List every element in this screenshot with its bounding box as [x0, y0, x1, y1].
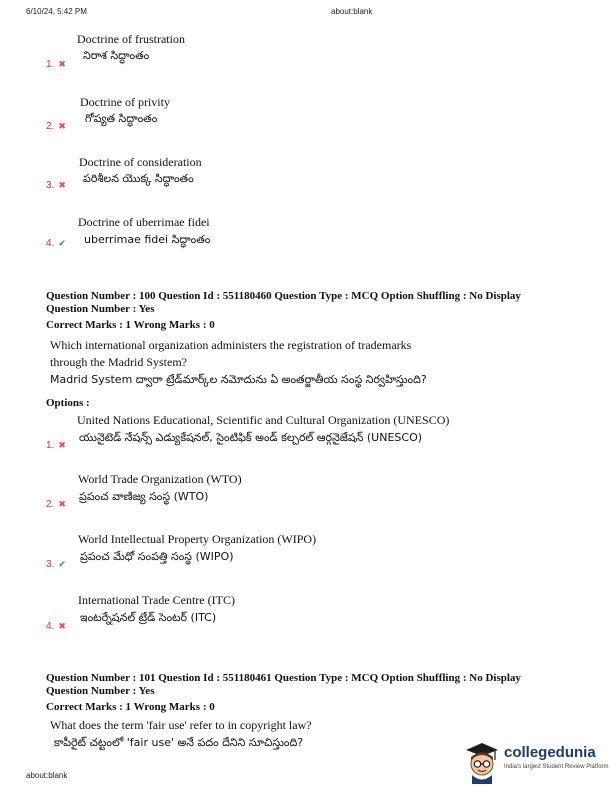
question-display: Question Number : Yes	[46, 685, 155, 697]
prev-option-4-marker: 4. ✔	[46, 238, 66, 249]
correct-icon: ✔	[58, 238, 66, 248]
question-marks: Correct Marks : 1 Wrong Marks : 0	[46, 319, 215, 331]
prev-option-4-te: uberrimae fidei సిద్ధాంతం	[84, 233, 211, 246]
option-4-marker: 4. ✖	[46, 621, 66, 632]
prev-option-4-en: Doctrine of uberrimae fidei	[78, 215, 210, 229]
prev-option-2-marker: 2. ✖	[46, 121, 66, 132]
option-1-marker: 1. ✖	[46, 440, 66, 451]
option-4-en: International Trade Centre (ITC)	[78, 593, 235, 607]
question-meta: Question Number : 101 Question Id : 551180461 Question Type : MCQ Option Shuffling : No Display	[46, 672, 521, 684]
collegedunia-logo	[462, 740, 610, 784]
option-1-en: United Nations Educational, Scientific and Cultural Organization (UNESCO)	[77, 413, 450, 427]
question-meta: Question Number : 100 Question Id : 551180460 Question Type : MCQ Option Shuffling : No Display	[46, 290, 521, 302]
option-2-en: World Trade Organization (WTO)	[78, 472, 242, 486]
option-2-te: ప్రపంచ వాణిజ్య సంస్థ (WTO)	[79, 490, 209, 503]
option-3-en: World Intellectual Property Organization (WIPO)	[78, 532, 317, 546]
question-display: Question Number : Yes	[46, 303, 155, 315]
option-3-te: ప్రపంచ మేధో సంపత్తి సంస్థ (WIPO)	[80, 550, 234, 563]
prev-option-1-en: Doctrine of frustration	[77, 32, 185, 46]
correct-icon: ✔	[58, 559, 66, 569]
wrong-icon: ✖	[58, 440, 66, 450]
prev-option-3-marker: 3. ✖	[46, 180, 66, 191]
prev-option-1-marker: 1. ✖	[46, 59, 66, 70]
prev-option-3-en: Doctrine of consideration	[79, 155, 202, 169]
wrong-icon: ✖	[58, 499, 66, 509]
wrong-icon: ✖	[58, 621, 66, 631]
option-4-te: ఇంటర్నేషనల్ ట్రేడ్ సెంటర్ (ITC)	[80, 611, 217, 624]
student-mascot-icon	[462, 740, 502, 784]
wrong-icon: ✖	[58, 59, 66, 69]
option-1-te: యునైటెడ్ నేషన్స్ ఎడ్యుకేషనల్, సైంటిఫిక్ అండ్ కల్చరల్ ఆర్గనైజేషన్ (UNESCO)	[79, 431, 423, 444]
footer-url: about:blank	[26, 771, 68, 780]
prev-option-2-te: గోప్యత సిద్ధాంతం	[85, 112, 158, 125]
prev-option-3-te: పరిశీలన యొక్క సిద్ధాంతం	[83, 172, 194, 185]
option-3-marker: 3. ✔	[46, 559, 66, 570]
question-marks: Correct Marks : 1 Wrong Marks : 0	[46, 701, 215, 713]
question-text-te: కాపీరైట్ చట్టంలో 'fair use' అనే పదం దేనిని సూచిస్తుంది?	[54, 736, 304, 749]
wrong-icon: ✖	[58, 121, 66, 131]
prev-option-2-en: Doctrine of privity	[80, 95, 170, 109]
print-timestamp: 6/10/24, 5:42 PM	[26, 7, 87, 16]
prev-option-1-te: నిరాశ సిద్ధాంతం	[83, 49, 150, 62]
question-text-en: What does the term 'fair use' refer to in copyright law?	[50, 718, 312, 732]
option-2-marker: 2. ✖	[46, 499, 66, 510]
question-text-te: Madrid System ద్వారా ట్రేడ్‌మార్క్‌ల నమోదును ఏ అంతర్జాతీయ సంస్థ నిర్వహిస్తుంది?	[50, 373, 427, 386]
logo-tagline: India's largest Student Review Platform	[504, 764, 609, 770]
question-text-en: Which international organization administers the registration of trademarks	[50, 338, 412, 352]
logo-wordmark: collegedunia	[504, 744, 596, 761]
options-label: Options :	[46, 397, 90, 409]
question-text-en-cont: through the Madrid System?	[50, 355, 187, 369]
print-url: about:blank	[331, 7, 373, 16]
wrong-icon: ✖	[58, 180, 66, 190]
